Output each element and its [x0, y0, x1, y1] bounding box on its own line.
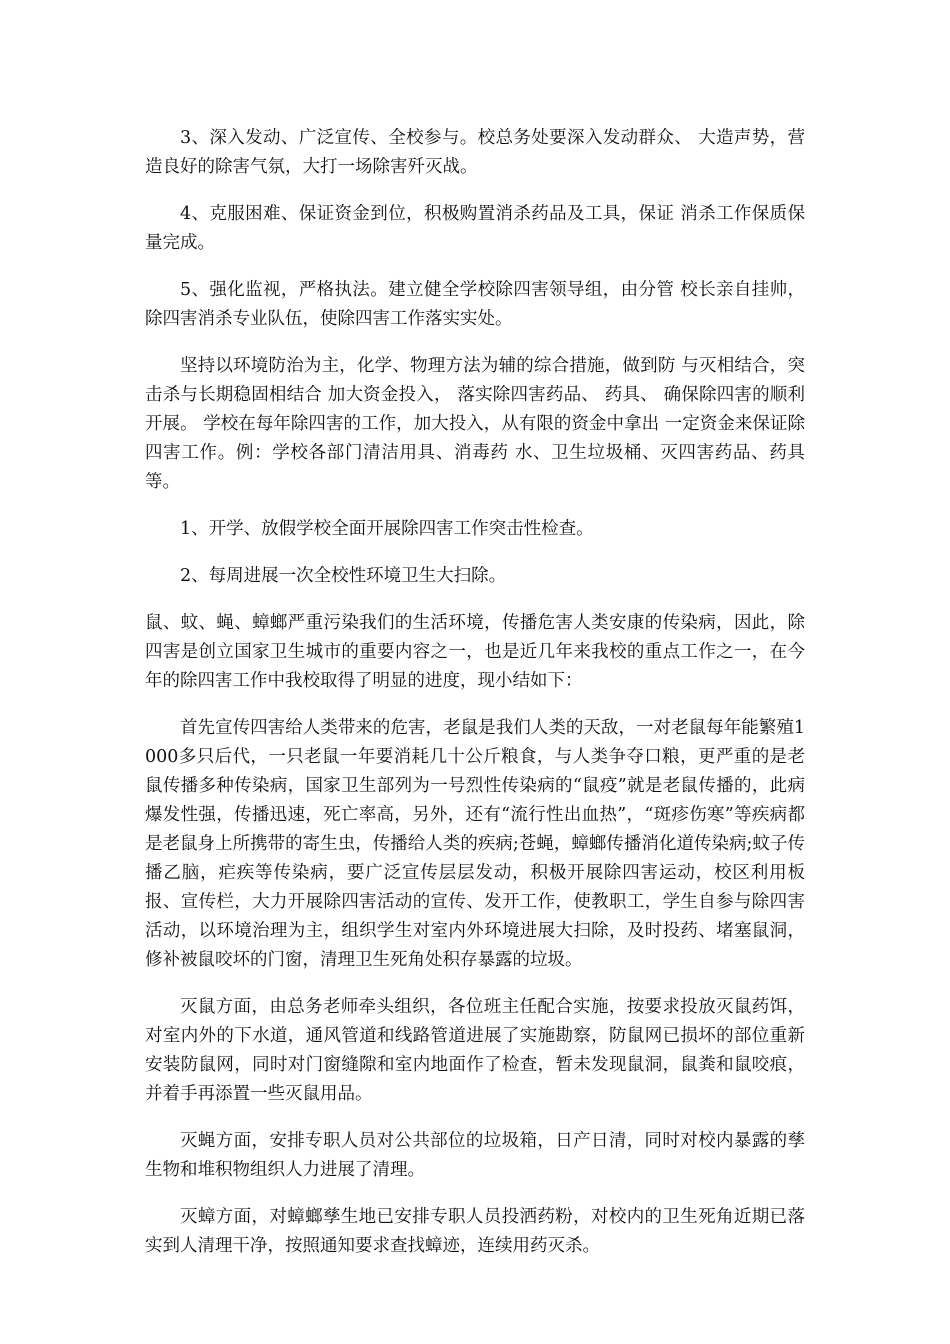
- paragraph-4: 坚持以环境防治为主，化学、物理方法为辅的综合措施，做到防 与灭相结合，突击杀与长期稳固相结合 加大资金投入， 落实除四害药品、 药具、 确保除四害的顺利开展。 学校在每年除四害的工作，加大投入，从有限的资金中拿出 一定资金来保证除四害工作。例：学校各部门清洁用具、消毒药 水、卫生垃圾桶、灭四害药品、药具等。: [145, 356, 805, 492]
- paragraph-6: 2、每周进展一次全校性环境卫生大扫除。: [180, 566, 507, 586]
- paragraph-8: 首先宣传四害给人类带来的危害，老鼠是我们人类的天敌，一对老鼠每年能繁殖1000多只后代，一只老鼠一年要消耗几十公斤粮食，与人类争夺口粮，更严重的是老鼠传播多种传染病，国家卫生部列为一号烈性传染病的“鼠疫”就是老鼠传播的，此病爆发性强，传播迅速，死亡率高，另外，还有“流行性出血热”，“斑疹伤寒”等疾病都是老鼠身上所携带的寄生虫，传播给人类的疾病;苍蝇，蟑螂传播消化道传染病;蚊子传播乙脑，疟疾等传染病，要广泛宣传层层发动，积极开展除四害运动，校区利用板报、宣传栏，大力开展除四害活动的宣传、发开工作，使教职工，学生自参与除四害活动，以环境治理为主，组织学生对室内外环境进展大扫除，及时投药、堵塞鼠洞，修补被鼠咬坏的门窗，清理卫生死角处积存暴露的垃圾。: [145, 718, 805, 970]
- paragraph-10: 灭蝇方面，安排专职人员对公共部位的垃圾箱，日产日清，同时对校内暴露的孳生物和堆积物组织人力进展了清理。: [145, 1131, 805, 1180]
- paragraph-2: 4、克服困难、保证资金到位，积极购置消杀药品及工具，保证 消杀工作保质保量完成。: [145, 204, 805, 253]
- paragraph-7: 鼠、蚊、蝇、蟑螂严重污染我们的生活环境，传播危害人类安康的传染病，因此，除四害是创立国家卫生城市的重要内容之一，也是近几年来我校的重点工作之一，在今年的除四害工作中我校取得了明显的进度，现小结如下：: [145, 613, 805, 691]
- paragraph-1: 3、深入发动、广泛宣传、全校参与。校总务处要深入发动群众、 大造声势，营造良好的除害气氛，大打一场除害歼灭战。: [145, 128, 805, 177]
- paragraph-3: 5、强化监视，严格执法。建立健全学校除四害领导组，由分管 校长亲自挂帅，除四害消杀专业队伍，使除四害工作落实实处。: [145, 280, 805, 329]
- paragraph-5: 1、开学、放假学校全面开展除四害工作突击性检查。: [180, 519, 594, 539]
- paragraph-9: 灭鼠方面，由总务老师牵头组织，各位班主任配合实施，按要求投放灭鼠药饵，对室内外的下水道，通风管道和线路管道进展了实施勘察，防鼠网已损坏的部位重新安装防鼠网，同时对门窗缝隙和室内地面作了检查，暂未发现鼠洞，鼠粪和鼠咬痕，并着手再添置一些灭鼠用品。: [145, 997, 805, 1104]
- document-body: [145, 124, 805, 1279]
- paragraph-11: 灭蟑方面，对蟑螂孳生地已安排专职人员投洒药粉，对校内的卫生死角近期已落实到人清理干净，按照通知要求查找蟑迹，连续用药灭杀。: [145, 1207, 805, 1256]
